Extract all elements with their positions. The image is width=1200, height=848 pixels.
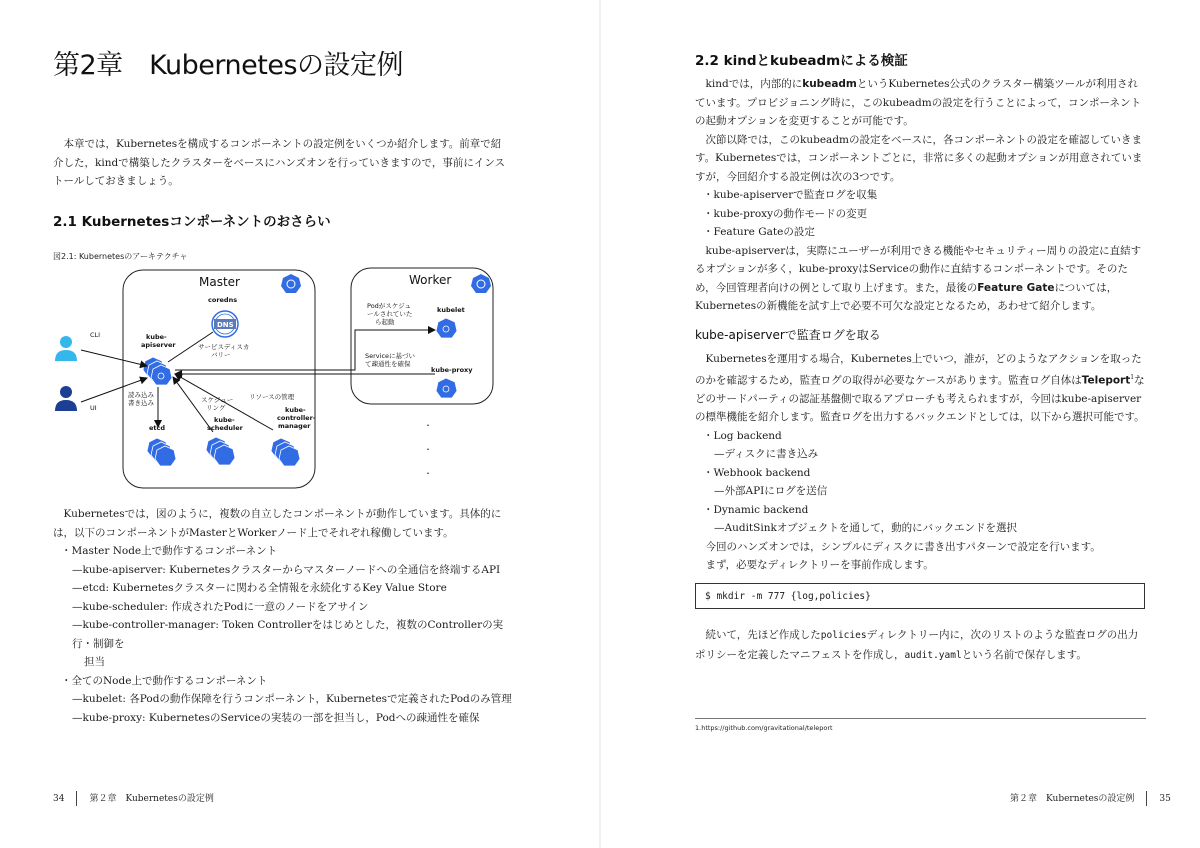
continuation-dot-2: ・ <box>424 445 432 454</box>
code-block: $ mkdir -m 777 {log,policies} <box>695 583 1145 609</box>
controller-label-2: controller- <box>277 414 316 422</box>
list-item: —kube-scheduler: 作成されたPodに一意のノードをアサイン <box>72 600 369 613</box>
service-discovery-label-1: サービスディスカ <box>198 343 250 351</box>
list-item: 担当 <box>84 656 105 668</box>
right-folio <box>1010 791 1171 806</box>
figure-caption: 図2.1: Kubernetesのアーキテクチャ <box>53 252 188 261</box>
apiserver-label-2: apiserver <box>141 341 176 349</box>
inline-code-policies: policies <box>820 630 867 641</box>
kubelet-label: kubelet <box>437 306 465 314</box>
list-item: —kubelet: 各Podの動作保障を行うコンポーネント，Kubernetesで定義されたPodのみ管理 <box>72 693 512 705</box>
list-item: ・全てのNode上で動作するコンポーネント <box>61 674 268 687</box>
controller-stack-icon <box>271 438 300 466</box>
service-conn-label-2: て疎通性を確保 <box>365 360 411 368</box>
pod-schedule-label-2: ールされていた <box>367 310 413 318</box>
running-head: 第２章 Kubernetesの設定例 <box>89 794 214 804</box>
chapter-title: 第2章 Kubernetesの設定例 <box>53 50 404 81</box>
right-body-audit <box>695 350 1147 575</box>
teleport-term: Teleport <box>1081 374 1131 386</box>
pod-schedule-label-3: ら起動 <box>375 318 395 326</box>
list-item: ・Master Node上で動作するコンポーネント <box>61 545 278 557</box>
left-body-paragraph: Kubernetesでは，図のように，複数の自立したコンポーネントが動作しています。具体的には，以下のコンポーネントがMasterとWorkerノード上でそれぞれ稼働しています。 <box>53 508 502 539</box>
list-item: —etcd: Kubernetesクラスターに関わる全情報を永続化するKey Value Store <box>72 582 447 594</box>
list-item: —kube-proxy: KubernetesのServiceの実装の一部を担当し，Podへの疎通性を確保 <box>72 711 480 724</box>
architecture-diagram <box>53 262 523 496</box>
pod-schedule-label-1: Podがスケジュ <box>367 302 412 310</box>
ui-label: UI <box>90 404 97 412</box>
right-page <box>600 0 1200 848</box>
intro-paragraph <box>53 135 511 191</box>
list-item: —ディスクに書き込み <box>714 448 819 460</box>
scheduler-label-1: kube- <box>214 416 235 424</box>
kubeadm-term: kubeadm <box>802 78 857 90</box>
scheduling-label-1: スケジュー <box>201 396 234 404</box>
resource-mgmt-label: リソースの管理 <box>249 393 295 401</box>
kube-proxy-label: kube-proxy <box>431 366 473 374</box>
para-handson: 今回のハンズオンでは，シンプルにディスクに書き出すパターンで設定を行います。 <box>705 540 1101 553</box>
scheduling-label-2: リング <box>206 404 226 412</box>
list-item: ・Dynamic backend <box>703 503 809 516</box>
list-item: ・kube-apiserverで監査ログを収集 <box>703 189 878 201</box>
para-mkdir: まず，必要なディレクトリーを事前作成します。 <box>705 559 934 571</box>
para-audit: Kubernetesを運用する場合，Kubernetes上でいつ，誰が，どのようなアクションを取ったのかを確認するため，監査ログの取得が必要なケースがあります。監査ログ自体はTeleport$^1$などのサードパーティの認証基盤側で取るアプローチも考えられますが，今回はkube-apiserverの標準機能を紹介します。監査ログを出力するバックエンドとしては，以下から選択可能です。 <box>695 353 1145 423</box>
coredns-label: coredns <box>208 296 238 304</box>
footnote-ref: 1 <box>1130 373 1135 381</box>
left-body <box>53 505 513 727</box>
list-item: ・Webhook backend <box>703 466 811 479</box>
footnote: 1.https://github.com/gravitational/teleport <box>695 724 833 732</box>
para-next: 次節以降では，このkubeadmの設定をベースに，各コンポーネントの設定を確認していきます。Kubernetesでは，コンポーネントごとに，非常に多くの起動オプションが用意されていますが，今回紹介する設定例は次の3つです。 <box>695 133 1143 183</box>
scheduler-label-2: scheduler <box>207 424 243 432</box>
kubelet-icon <box>436 318 457 338</box>
page-number: 35 <box>1159 794 1171 804</box>
master-label: Master <box>199 275 240 289</box>
service-conn-label-1: Serviceに基づい <box>365 352 416 360</box>
apiserver-stack-icon <box>143 357 172 385</box>
inline-code-audit-yaml: audit.yaml <box>904 649 962 661</box>
right-body-top <box>695 75 1147 316</box>
subsection-audit-title: kube-apiserverで監査ログを取る <box>695 328 881 342</box>
list-item: —外部APIにログを送信 <box>714 485 828 497</box>
para-kind: kindでは，内部的にkubeadmというKubernetes公式のクラスター構築ツールが利用されています。プロビジョニング時に，このkubeadmの設定を行うことによって，コンポーネントの起動オプションを変更することが可能です。 <box>695 78 1142 127</box>
para-apiserver: kube-apiserverは，実際にユーザーが利用できる機能やセキュリティー周りの設定に直結するオプションが多く，kube-proxyはServiceの動作に直結するコンポーネントです。そのため，今回管理者向けの例として取り上げます。また，最後のFeature Gateについては，Kubernetesの新機能を試す上で必要不可欠な設定となるため，あわせて紹介します。 <box>695 244 1142 312</box>
kube-proxy-icon <box>436 378 457 398</box>
service-discovery-label-2: バリー <box>211 351 231 359</box>
rw-label-2: 書き込み <box>128 399 154 407</box>
rw-label-1: 読み込み <box>128 391 154 399</box>
para-policies: 続いて，先ほど作成したpoliciesディレクトリー内に，次のリストのような監査ログの出力ポリシーを定義したマニフェストを作成し，audit.yamlという名前で保存します。 <box>695 629 1139 661</box>
continuation-dot-1: ・ <box>424 421 432 430</box>
controller-label-3: manager <box>278 422 311 430</box>
worker-box <box>351 268 493 404</box>
etcd-stack-icon <box>147 438 176 466</box>
feature-gate-term: Feature Gate <box>977 281 1055 294</box>
section-2-2-title: 2.2 kindとkubeadmによる検証 <box>695 53 908 69</box>
list-item: —kube-controller-manager: Token Controllerをはじめとした，複数のControllerの実行・制御を <box>72 619 504 650</box>
right-body-bottom <box>695 626 1147 665</box>
list-item: ・Log backend <box>703 429 782 442</box>
footnote-rule <box>695 718 1146 719</box>
running-head: 第２章 Kubernetesの設定例 <box>1010 794 1135 804</box>
worker-k8s-icon <box>471 274 491 293</box>
etcd-label: etcd <box>149 424 166 432</box>
list-item: ・Feature Gateの設定 <box>703 226 815 238</box>
list-item: —kube-apiserver: Kubernetesクラスターからマスターノードへの全通信を終端するAPI <box>72 563 501 576</box>
cli-user-icon <box>55 336 77 361</box>
continuation-dot-3: ・ <box>424 469 432 478</box>
page-number: 34 <box>53 794 65 804</box>
scheduler-stack-icon <box>206 437 235 465</box>
ui-user-icon <box>55 386 77 411</box>
cli-arrow <box>81 350 147 366</box>
left-folio <box>53 791 214 806</box>
worker-label: Worker <box>409 273 452 287</box>
controller-label-1: kube- <box>285 406 306 414</box>
master-k8s-icon <box>281 274 301 293</box>
list-item: ・kube-proxyの動作モードの変更 <box>703 207 868 220</box>
dns-badge-label: DNS <box>217 321 234 329</box>
cli-label: CLI <box>90 331 101 339</box>
section-2-1-title: 2.1 Kubernetesコンポーネントのおさらい <box>53 214 331 230</box>
intro-text: 本章では，Kubernetesを構成するコンポーネントの設定例をいくつか紹介します。前章で紹介した，kindで構築したクラスターをベースにハンズオンを行っていきますので，事前にインストールしておきましょう。 <box>53 138 506 187</box>
dns-icon <box>212 311 238 337</box>
list-item: —AuditSinkオブジェクトを通して，動的にバックエンドを選択 <box>714 522 1017 534</box>
apiserver-label-1: kube- <box>146 333 167 341</box>
